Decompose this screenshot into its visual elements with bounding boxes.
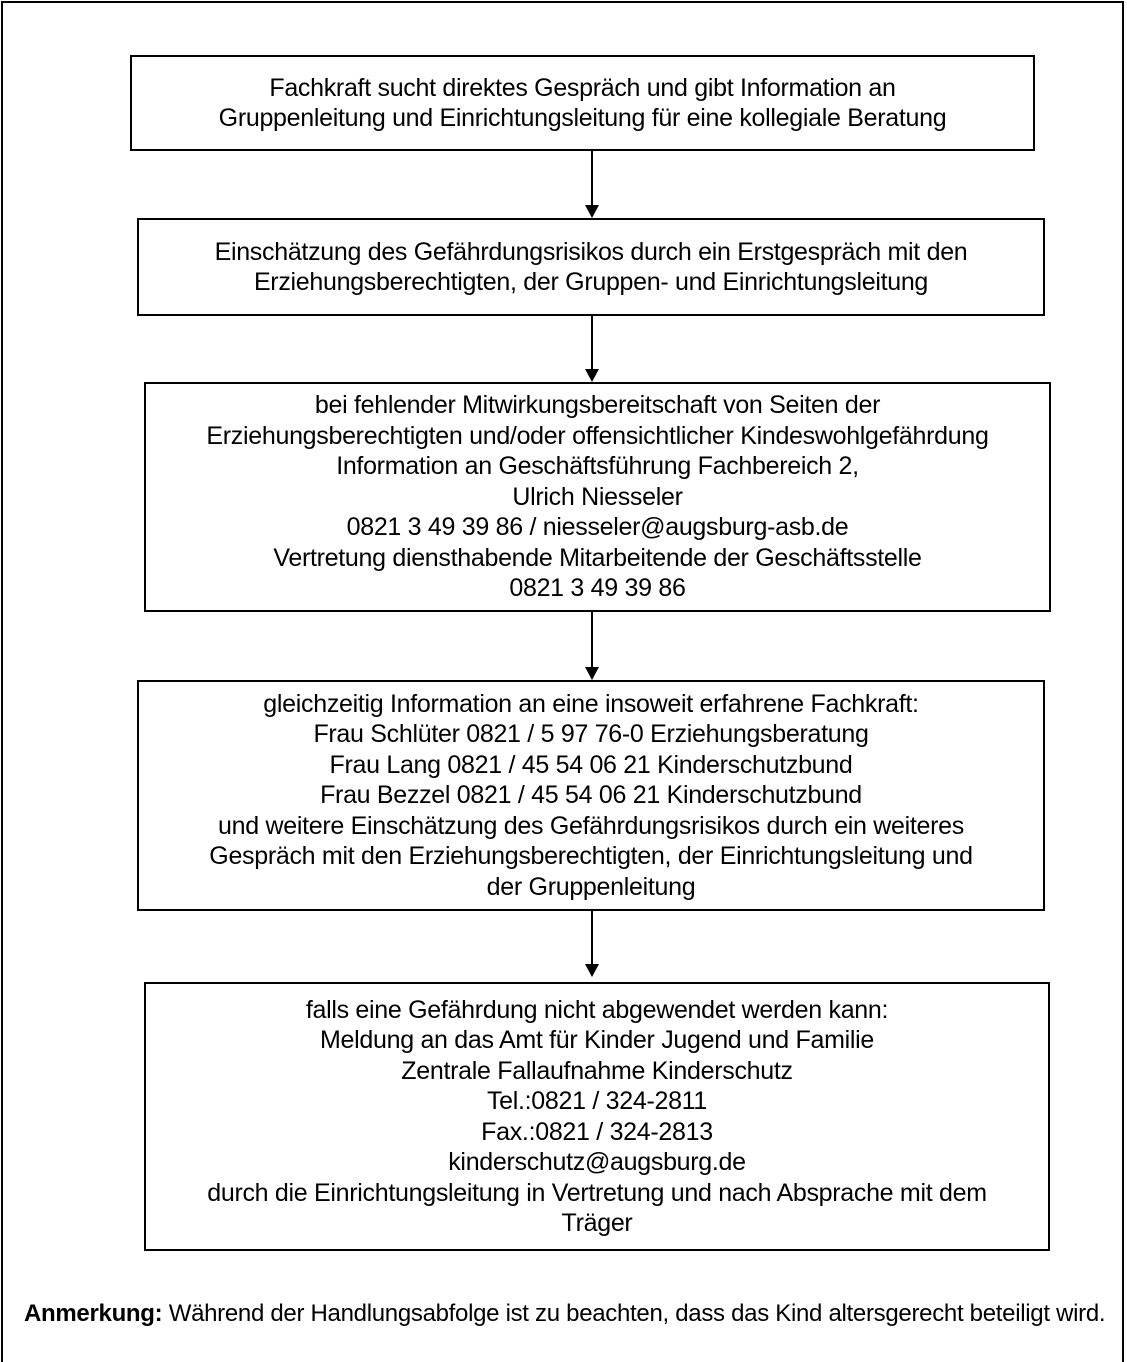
flow-step-2 (137, 218, 1045, 316)
arrow-down-icon (585, 964, 599, 977)
flow-step-4-line-5: und weitere Einschätzung des Gefährdungsrisikos durch ein weiteres (218, 811, 964, 840)
flow-step-3-line-2: Erziehungsberechtigten und/oder offensichtlicher Kindeswohlgefährdung (206, 421, 989, 450)
arrow-down-icon (585, 369, 599, 382)
flow-step-3-line-6: Vertretung diensthabende Mitarbeitende der Geschäftsstelle (273, 543, 922, 572)
arrow-shaft (591, 911, 593, 966)
note-label: Anmerkung: (24, 1300, 163, 1327)
note-paragraph (24, 1297, 1114, 1330)
note-text: Während der Handlungsabfolge ist zu beachten, dass das Kind altersgerecht beteiligt wird. (162, 1300, 1106, 1327)
flow-step-5-line-1: falls eine Gefährdung nicht abgewendet werden kann: (305, 995, 889, 1024)
flow-step-3-line-5: 0821 3 49 39 86 / niesseler@augsburg-asb.de (346, 513, 849, 542)
flow-arrow-2 (584, 316, 600, 382)
flow-step-5-line-7: durch die Einrichtungsleitung in Vertretung und nach Absprache mit dem (207, 1178, 987, 1207)
arrow-down-icon (585, 667, 599, 680)
flow-step-4-line-1: gleichzeitig Information an eine insoweit erfahrene Fachkraft: (263, 689, 919, 718)
flow-step-5-line-8: Träger (561, 1209, 633, 1237)
flow-step-4 (137, 680, 1045, 911)
flow-step-1-line-1: Fachkraft sucht direktes Gespräch und gibt Information an (269, 73, 896, 102)
arrow-shaft (591, 151, 593, 207)
flow-step-5-line-3: Zentrale Fallaufnahme Kinderschutz (401, 1056, 793, 1085)
flow-step-1-line-2: Gruppenleitung und Einrichtungsleitung für eine kollegiale Beratung (218, 104, 947, 132)
flow-step-3-line-3: Information an Geschäftsführung Fachbereich 2, (336, 452, 859, 481)
arrow-shaft (591, 316, 593, 371)
arrow-down-icon (585, 205, 599, 218)
flow-arrow-1 (584, 151, 600, 218)
flow-step-4-line-6: Gespräch mit den Erziehungsberechtigten, der Einrichtungsleitung und (209, 842, 973, 871)
flow-arrow-3 (584, 612, 600, 680)
flow-step-5-line-4: Tel.:0821 / 324-2811 (486, 1087, 708, 1115)
flow-step-4-line-7: der Gruppenleitung (486, 872, 696, 901)
flow-step-1 (130, 55, 1035, 151)
flow-step-5-line-5: Fax.:0821 / 324-2813 (481, 1117, 713, 1146)
flow-step-4-line-2: Frau Schlüter 0821 / 5 97 76-0 Erziehungsberatung (313, 720, 869, 749)
flow-step-3-line-4: Ulrich Niesseler (512, 482, 683, 511)
flow-step-3-line-7: 0821 3 49 39 86 (509, 574, 686, 603)
flow-step-5-line-6: kinderschutz@augsburg.de (448, 1148, 746, 1176)
flow-step-4-line-4: Frau Bezzel 0821 / 45 54 06 21 Kinderschutzbund (320, 781, 862, 810)
flow-step-4-line-3: Frau Lang 0821 / 45 54 06 21 Kinderschutzbund (329, 750, 853, 779)
flow-step-3 (144, 382, 1051, 612)
arrow-shaft (591, 612, 593, 669)
flow-step-5 (144, 982, 1050, 1251)
flow-step-3-line-1: bei fehlender Mitwirkungsbereitschaft von Seiten der (314, 391, 881, 420)
flow-step-5-line-2: Meldung an das Amt für Kinder Jugend und Familie (320, 1026, 874, 1054)
flow-step-2-line-2: Erziehungsberechtigten, der Gruppen- und Einrichtungsleitung (253, 268, 929, 296)
flow-arrow-4 (584, 911, 600, 977)
flow-step-2-line-1: Einschätzung des Gefährdungsrisikos durch ein Erstgespräch mit den (214, 237, 968, 266)
